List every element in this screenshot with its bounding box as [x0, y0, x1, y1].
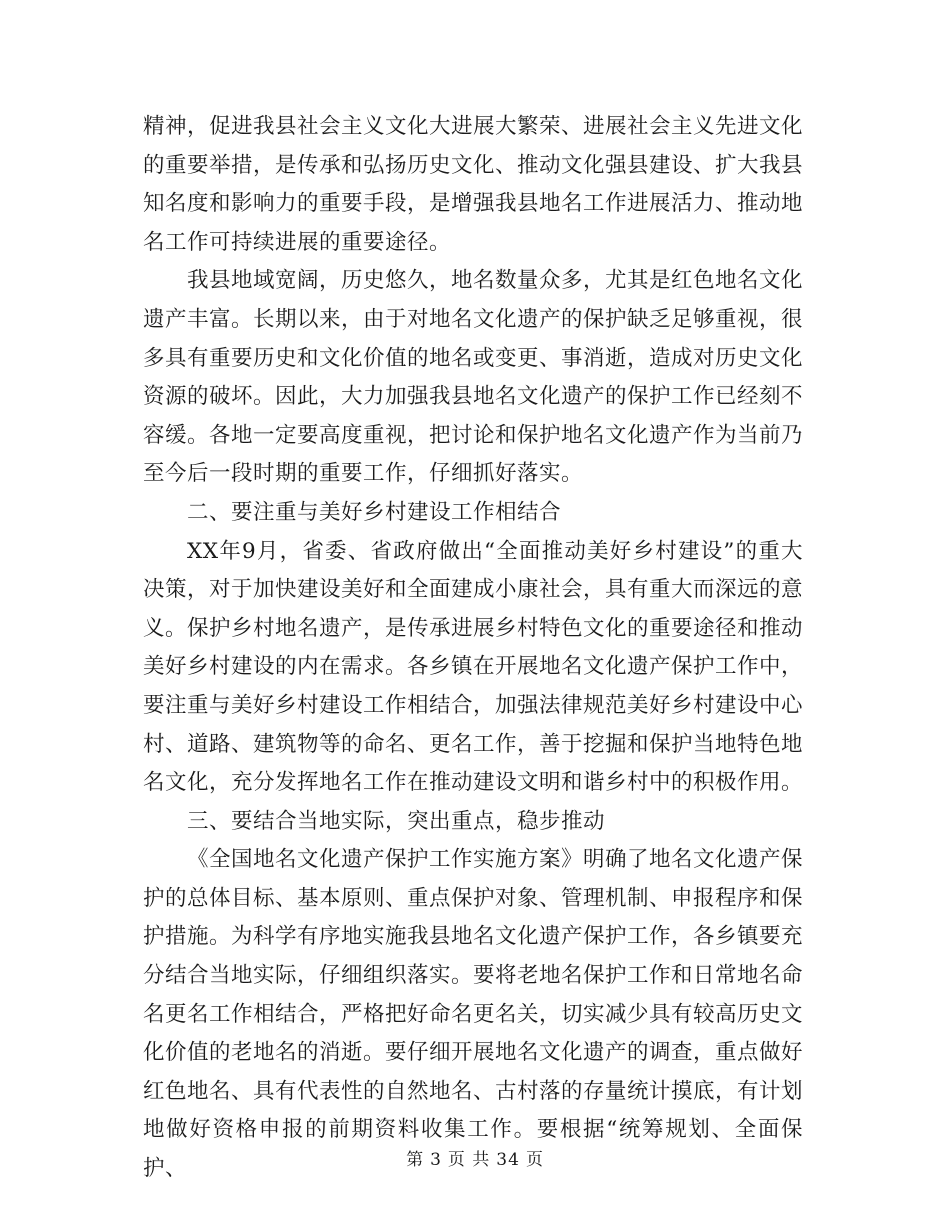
document-body [143, 108, 803, 1189]
section-heading: 三、要结合当地实际，突出重点，稳步推动 [187, 808, 606, 834]
footer-page-number: 3 [430, 1150, 442, 1170]
footer-prefix: 第 [406, 1150, 425, 1170]
section-heading: 二、要注重与美好乡村建设工作相结合 [187, 499, 562, 525]
paragraph: XX年9月，省委、省政府做出“全面推动美好乡村建设”的重大决策，对于加快建设美好和全面建成小康社会，具有重大而深远的意义。保护乡村地名遗产，是传承进展乡村特色文化的重要途径和推动美好乡村建设的内在需求。各乡镇在开展地名文化遗产保护工作中，要注重与美好乡村建设工作相结合，加强法律规范美好乡村建设中心村、道路、建筑物等的命名、更名工作，善于挖掘和保护当地特色地名文化，充分发挥地名工作在推动建设文明和谐乡村中的积极作用。 [143, 538, 804, 796]
page-footer [0, 1145, 950, 1170]
footer-suffix: 页 [525, 1150, 544, 1170]
footer-middle: 页 共 [447, 1150, 491, 1170]
paragraph: 精神，促进我县社会主义文化大进展大繁荣、进展社会主义先进文化的重要举措，是传承和弘扬历史文化、推动文化强县建设、扩大我县知名度和影响力的重要手段，是增强我县地名工作进展活力、推动地名工作可持续进展的重要途径。 [143, 114, 804, 255]
paragraph: 我县地域宽阔，历史悠久，地名数量众多，尤其是红色地名文化遗产丰富。长期以来，由于对地名文化遗产的保护缺乏足够重视，很多具有重要历史和文化价值的地名或变更、事消逝，造成对历史文化资源的破坏。因此，大力加强我县地名文化遗产的保护工作已经刻不容缓。各地一定要高度重视，把讨论和保护地名文化遗产作为当前乃至今后一段时期的重要工作，仔细抓好落实。 [143, 268, 804, 487]
paragraph: 《全国地名文化遗产保护工作实施方案》明确了地名文化遗产保护的总体目标、基本原则、重点保护对象、管理机制、申报程序和保护措施。为科学有序地实施我县地名文化遗产保护工作，各乡镇要充分结合当地实际，仔细组织落实。要将老地名保护工作和日常地名命名更名工作相结合，严格把好命名更名关，切实减少具有较高历史文化价值的老地名的消逝。要仔细开展地名文化遗产的调查，重点做好红色地名、具有代表性的自然地名、古村落的存量统计摸底，有计划地做好资格申报的前期资料收集工作。要根据“统筹规划、全面保护、 [143, 847, 804, 1182]
footer-total-pages: 34 [496, 1150, 520, 1170]
